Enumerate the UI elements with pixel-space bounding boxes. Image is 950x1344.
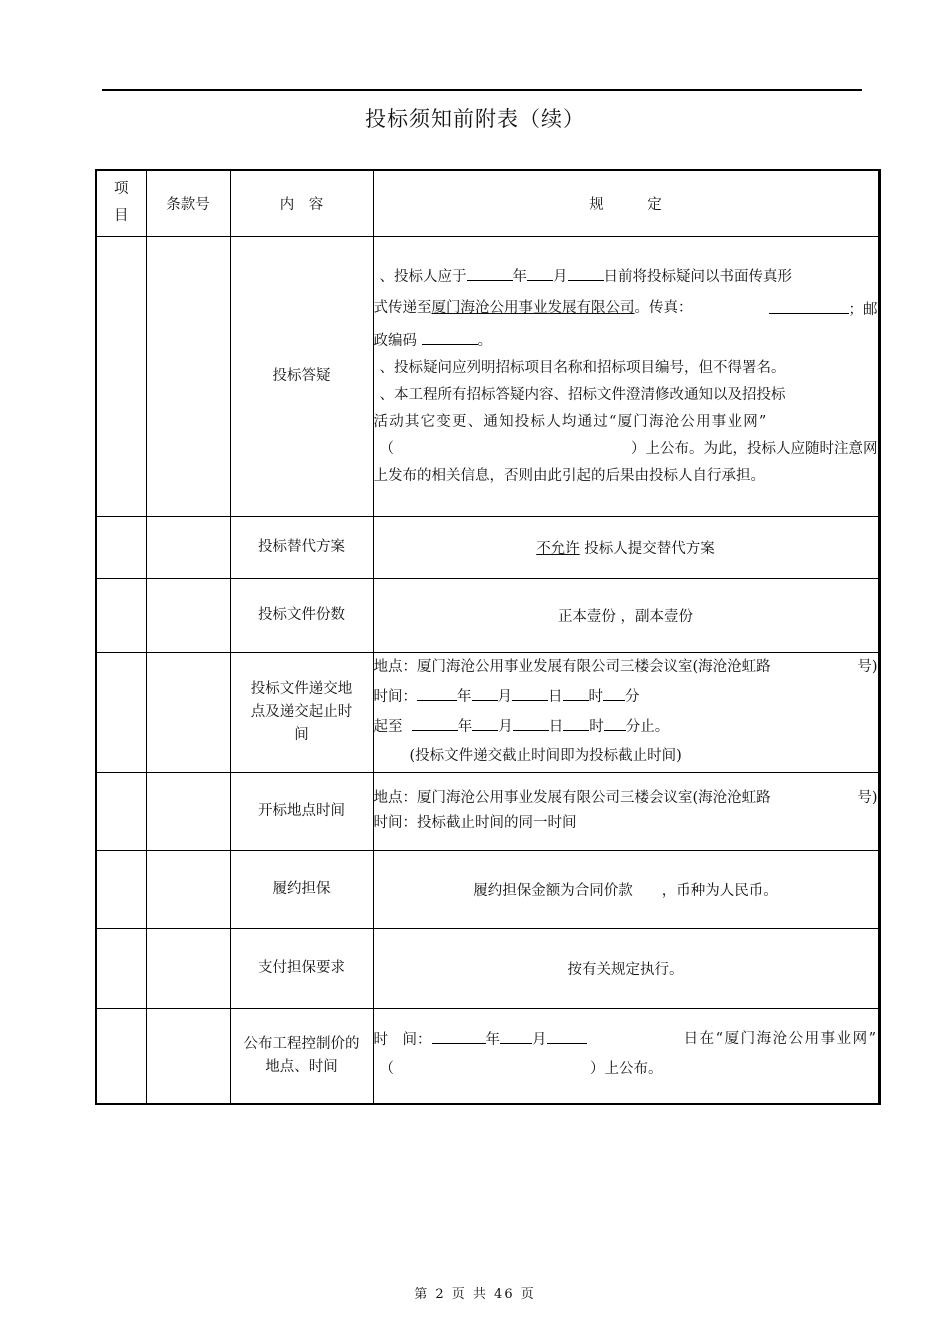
row-label-publish: 公布工程控制价的地点、时间 [230, 1008, 373, 1104]
blank-field [604, 712, 626, 731]
row-label-pay: 支付担保要求 [230, 928, 373, 1008]
blank-field [472, 712, 498, 731]
row-content-qa: 、投标人应于 年 月 日前将投标疑问以书面传真形 式传递至厦门海沧公用事业发展有限公司。传真： ；邮 政编码 。 、投标疑问应列明招标项目名称和招标项目编号，但不得署名。 、本工程所有招标答疑内容、招标文件澄清修改通知以及招投标 活动其它变更、通知投标人均通过“厦门海沧公用事业网” （ ）上公布。为此，投标人应随时注意网 上发布的相关信息，否则由此引起的后果由投标人自行承担。 [373, 236, 879, 516]
blank-field [422, 326, 478, 345]
row-content-publish: 时 间： 年 月 日在“厦门海沧公用事业网” （ ）上公布。 [373, 1008, 879, 1104]
header-rule [102, 89, 862, 91]
blank-field [603, 682, 625, 701]
page-footer: 第 2 页 共 46 页 [414, 1287, 536, 1302]
row-label-alt: 投标替代方案 [230, 516, 373, 578]
table-row [96, 652, 879, 772]
appendix-table [95, 169, 881, 1105]
blank-field [412, 712, 458, 731]
row-content-alt: 不允许 投标人提交替代方案 [373, 516, 879, 578]
blank-field [512, 682, 548, 701]
header-content: 内 容 [230, 170, 373, 236]
blank-field [563, 682, 589, 701]
table-row [96, 236, 879, 516]
table-row [96, 1008, 879, 1104]
table-row [96, 928, 879, 1008]
row-content-perf: 履约担保金额为合同价款 ，币种为人民币。 [373, 850, 879, 928]
row-label-submit: 投标文件递交地点及递交起止时间 [230, 652, 373, 772]
blank-field [527, 262, 553, 281]
row-content-open: 地点：厦门海沧公用事业发展有限公司三楼会议室(海沧沧虹路 号) 时间：投标截止时间的同一时间 [373, 772, 879, 850]
table-row [96, 850, 879, 928]
blank-field [417, 682, 457, 701]
header-clause: 条款号 [146, 170, 230, 236]
row-content-copies: 正本壹份 ，副本壹份 [373, 578, 879, 652]
row-label-perf: 履约担保 [230, 850, 373, 928]
blank-field [432, 1025, 486, 1044]
blank-field [563, 712, 589, 731]
row-label-open: 开标地点时间 [230, 772, 373, 850]
page-title: 投标须知前附表（续） [365, 107, 585, 131]
row-content-pay: 按有关规定执行。 [373, 928, 879, 1008]
blank-field [547, 1025, 587, 1044]
table-row [96, 772, 879, 850]
header-item: 项 目 [96, 170, 146, 236]
blank-field [568, 262, 604, 281]
header-row [96, 170, 879, 236]
company-name: 厦门海沧公用事业发展有限公司 [431, 300, 635, 316]
table-row [96, 578, 879, 652]
table-row [96, 516, 879, 578]
blank-field [500, 1025, 532, 1044]
header-rule: 规 定 [373, 170, 879, 236]
blank-field [513, 712, 549, 731]
row-label-qa: 投标答疑 [230, 236, 373, 516]
row-content-submit: 地点：厦门海沧公用事业发展有限公司三楼会议室(海沧沧虹路 号) 时间： 年 月 日 时 分 起至 年 月 日 时 分止。 (投标文件递交截止时间即为投标截止时间) [373, 652, 879, 772]
blank-field [472, 682, 498, 701]
blank-field [467, 262, 513, 281]
row-label-copies: 投标文件份数 [230, 578, 373, 652]
blank-field [769, 295, 849, 314]
